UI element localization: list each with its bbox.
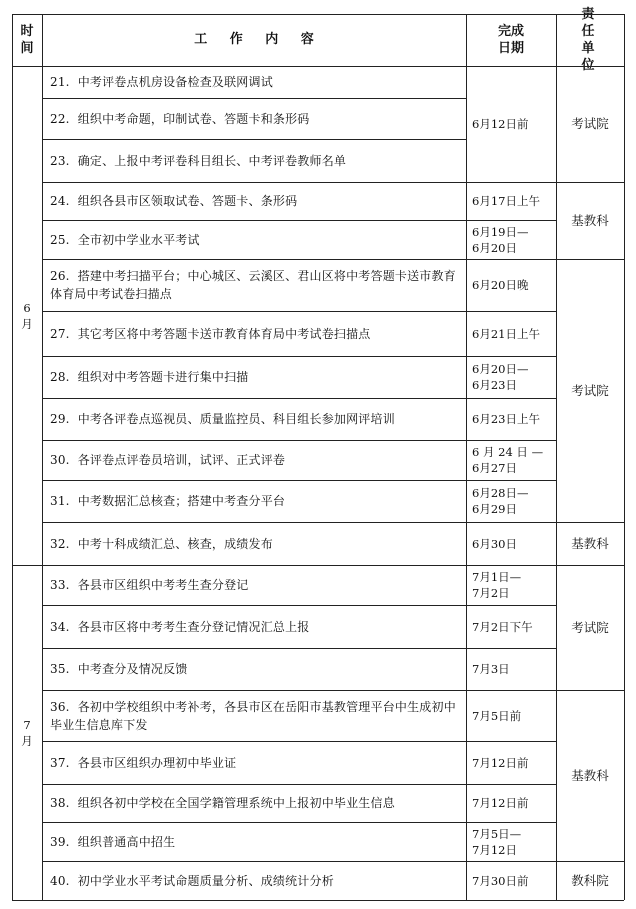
task-number: 21.: [50, 75, 70, 89]
deadline-cell: 7月12日前: [472, 796, 529, 810]
row-line: [466, 480, 556, 481]
row-line: [466, 398, 556, 399]
table-bottom-line: [12, 900, 624, 901]
deadline-cell: 6月28日— 6月29日: [472, 486, 529, 516]
task-number: 34.: [50, 619, 70, 634]
task-number: 38.: [50, 796, 70, 810]
row-line: [42, 440, 466, 441]
column-line: [624, 14, 625, 900]
row-line: [466, 440, 556, 441]
row-line: [466, 741, 556, 742]
task-number: 22.: [50, 111, 70, 126]
row-line: [556, 690, 624, 691]
task-number: 26.: [50, 269, 70, 283]
table-top-line: [12, 14, 624, 15]
header-bottom-line: [12, 66, 624, 67]
row-line: [42, 605, 466, 606]
row-line: [466, 690, 556, 691]
deadline-cell: 7月12日前: [472, 755, 529, 770]
task-cell: 21. 中考评卷点机房设备检查及联网调试: [50, 75, 273, 89]
task-number: 23.: [50, 153, 70, 168]
column-line: [466, 14, 467, 900]
deadline-cell: 6月23日上午: [472, 412, 540, 426]
task-cell: 35. 中考查分及情况反馈: [50, 662, 188, 676]
deadline-cell: 7月3日: [472, 662, 510, 676]
task-cell: 27. 其它考区将中考答题卡送市教育体育局中考试卷扫描点: [50, 326, 371, 341]
row-line: [42, 861, 466, 862]
row-line: [466, 784, 556, 785]
deadline-cell: 6月20日— 6月23日: [472, 362, 529, 392]
row-line: [466, 565, 556, 566]
header-deadline: 完成日期: [497, 24, 524, 56]
row-line: [42, 182, 466, 183]
deadline-cell: 7月30日前: [472, 873, 529, 888]
unit-cell: 考试院: [571, 619, 609, 635]
row-line: [42, 139, 466, 140]
task-number: 28.: [50, 370, 70, 384]
row-line: [466, 220, 556, 221]
header-time: 时间: [20, 24, 34, 56]
row-line: [466, 822, 556, 823]
unit-cell: 基教科: [571, 535, 609, 551]
task-cell: 25. 全市初中学业水平考试: [50, 232, 200, 247]
deadline-cell: 6月21日上午: [472, 326, 540, 341]
task-cell: 36. 各初中学校组织中考补考，各县市区在岳阳市基教管理平台中生成初中毕业生信息库下发: [50, 699, 456, 732]
row-line: [12, 565, 42, 566]
unit-cell: 考试院: [571, 382, 609, 398]
row-line: [466, 648, 556, 649]
row-line: [556, 182, 624, 183]
row-line: [42, 741, 466, 742]
task-number: 37.: [50, 755, 70, 770]
row-line: [42, 690, 466, 691]
task-number: 29.: [50, 412, 70, 426]
header-unit: 责任单位: [581, 7, 599, 73]
task-cell: 26. 搭建中考扫描平台；中心城区、云溪区、君山区将中考答题卡送市教育体育局中考试卷扫描点: [50, 269, 456, 301]
row-line: [42, 398, 466, 399]
column-line: [12, 14, 13, 900]
row-line: [556, 259, 624, 260]
row-line: [42, 522, 466, 523]
task-cell: 34. 各县市区将中考考生查分登记情况汇总上报: [50, 619, 310, 634]
deadline-cell: 6月12日前: [472, 117, 529, 131]
deadline-cell: 7月1日— 7月2日: [472, 570, 522, 600]
task-cell: 23. 确定、上报中考评卷科目组长、中考评卷教师名单: [50, 153, 347, 168]
task-cell: 29. 中考各评卷点巡视员、质量监控员、科目组长参加网评培训: [50, 412, 395, 426]
task-number: 33.: [50, 578, 70, 592]
column-line: [42, 14, 43, 900]
unit-cell: 考试院: [571, 116, 609, 131]
row-line: [42, 480, 466, 481]
task-cell: 24. 组织各县市区领取试卷、答题卡、条形码: [50, 194, 298, 208]
unit-cell: 教科院: [571, 872, 609, 888]
task-number: 35.: [50, 662, 70, 676]
deadline-cell: 6月30日: [472, 536, 517, 551]
row-line: [42, 356, 466, 357]
task-cell: 39. 组织普通高中招生: [50, 834, 176, 849]
deadline-cell: 7月5日— 7月12日: [472, 826, 522, 857]
task-number: 40.: [50, 873, 70, 888]
row-line: [466, 605, 556, 606]
row-line: [42, 98, 466, 99]
row-line: [466, 861, 556, 862]
task-cell: 38. 组织各初中学校在全国学籍管理系统中上报初中毕业生信息: [50, 796, 395, 810]
task-number: 30.: [50, 453, 70, 467]
unit-cell: 基教科: [571, 767, 609, 783]
row-line: [556, 565, 624, 566]
task-cell: 22. 组织中考命题，印制试卷、答题卡和条形码: [50, 111, 310, 126]
month-cell: 7月: [21, 717, 33, 748]
row-line: [42, 648, 466, 649]
row-line: [556, 861, 624, 862]
deadline-cell: 6 月 24 日 — 6月27日: [472, 445, 544, 475]
header-content: 工 作 内 容: [194, 32, 314, 47]
task-cell: 28. 组织对中考答题卡进行集中扫描: [50, 370, 249, 384]
task-number: 25.: [50, 232, 70, 247]
row-line: [42, 259, 466, 260]
task-number: 39.: [50, 834, 70, 849]
deadline-cell: 6月20日晚: [472, 278, 529, 292]
row-line: [556, 522, 624, 523]
task-cell: 32. 中考十科成绩汇总、核查，成绩发布: [50, 536, 273, 551]
task-number: 31.: [50, 494, 70, 508]
row-line: [42, 311, 466, 312]
deadline-cell: 7月5日前: [472, 708, 522, 723]
task-number: 27.: [50, 326, 70, 341]
column-line: [556, 14, 557, 900]
row-line: [42, 220, 466, 221]
row-line: [466, 182, 556, 183]
deadline-cell: 6月17日上午: [472, 194, 540, 208]
row-line: [42, 822, 466, 823]
row-line: [466, 259, 556, 260]
row-line: [466, 356, 556, 357]
row-line: [466, 522, 556, 523]
task-cell: 31. 中考数据汇总核查；搭建中考查分平台: [50, 494, 286, 508]
month-cell: 6月: [21, 300, 33, 331]
task-number: 24.: [50, 194, 70, 208]
deadline-cell: 7月2日下午: [472, 619, 533, 634]
task-number: 36.: [50, 699, 70, 714]
row-line: [466, 311, 556, 312]
row-line: [42, 565, 466, 566]
task-number: 32.: [50, 536, 70, 551]
task-cell: 40. 初中学业水平考试命题质量分析、成绩统计分析: [50, 873, 334, 888]
deadline-cell: 6月19日— 6月20日: [472, 224, 529, 255]
task-cell: 33. 各县市区组织中考考生查分登记: [50, 578, 249, 592]
row-line: [42, 784, 466, 785]
task-cell: 30. 各评卷点评卷员培训，试评、正式评卷: [50, 453, 286, 467]
unit-cell: 基教科: [571, 212, 609, 228]
task-cell: 37. 各县市区组织办理初中毕业证: [50, 755, 237, 770]
